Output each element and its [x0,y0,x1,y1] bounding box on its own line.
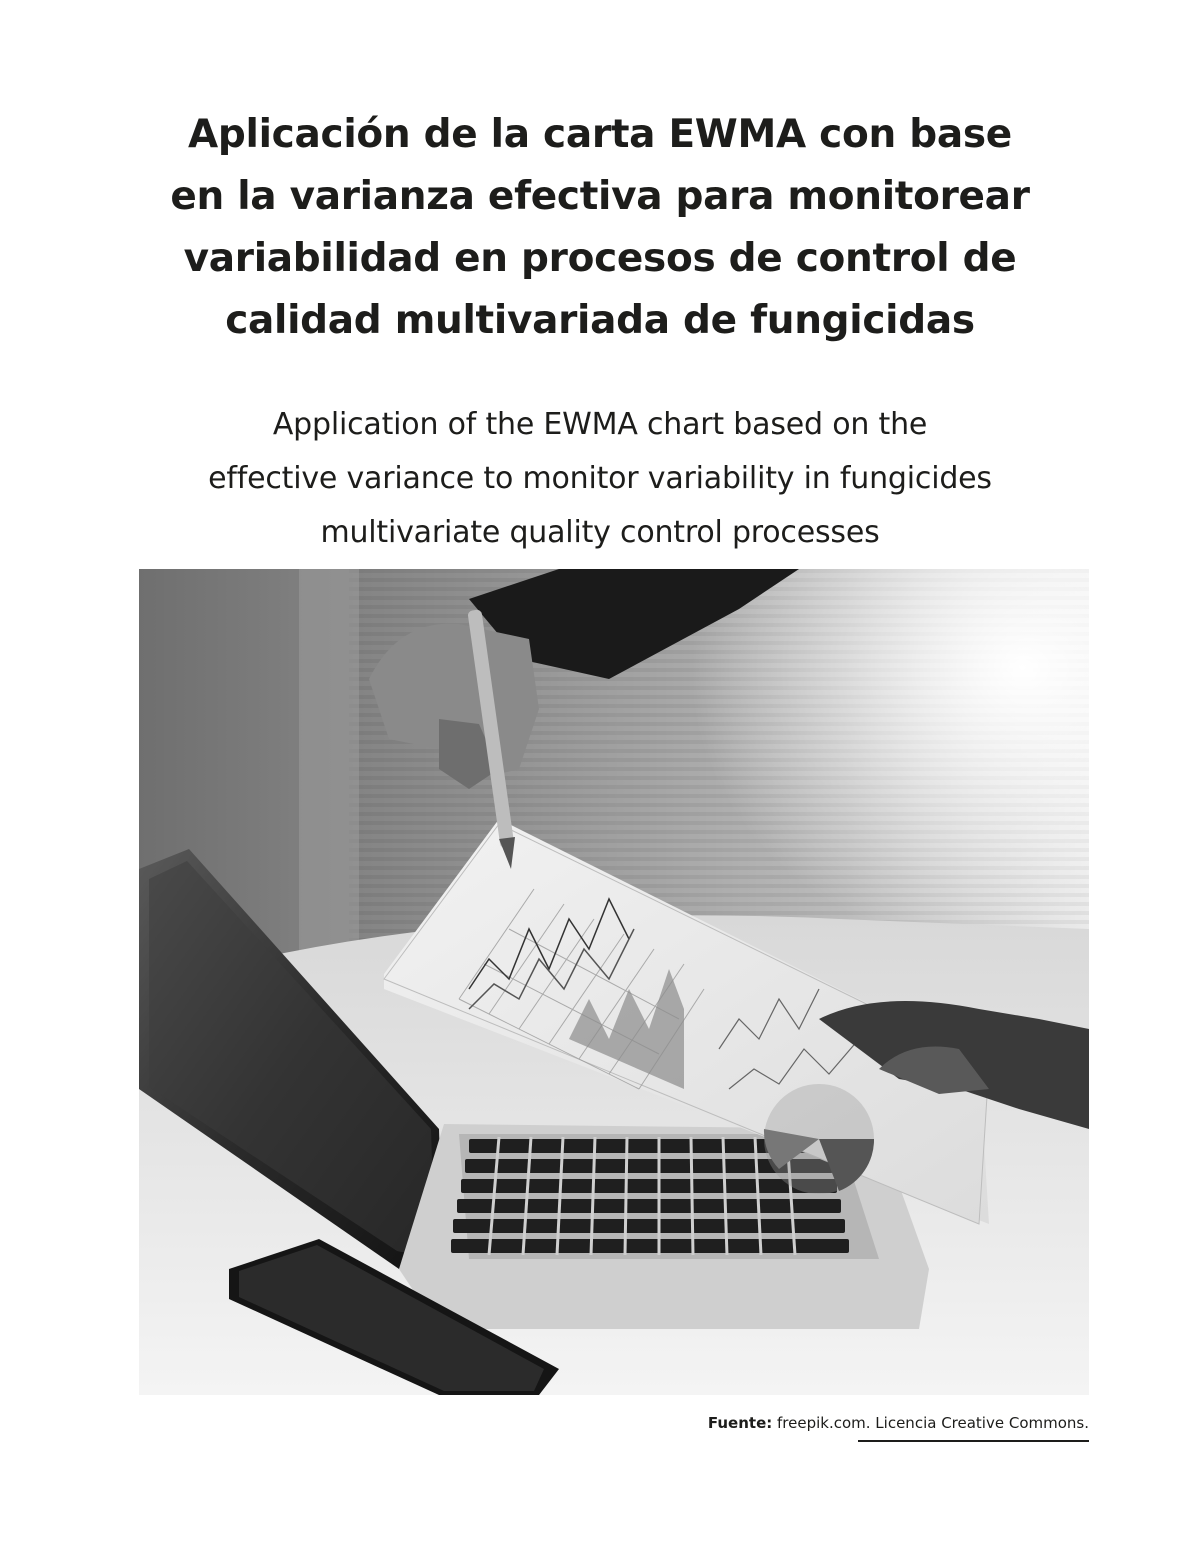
source-rule [858,1440,1089,1442]
spanish-title-line: variabilidad en procesos de control de [183,236,1017,281]
source-text: freepik.com. Licencia Creative Commons. [772,1414,1089,1432]
figure-source [708,1414,1089,1432]
spanish-title-line: en la varianza efectiva para monitorear [170,174,1030,219]
english-title-line: multivariate quality control processes [320,515,880,550]
english-title-line: Application of the EWMA chart based on the [272,407,928,442]
spanish-title-line: calidad multivariada de fungicidas [225,298,975,343]
english-title-line: effective variance to monitor variability in fungicides [208,461,992,496]
source-label: Fuente: [707,1414,773,1432]
business-analysis-photo [139,569,1089,1395]
cover-photo [139,569,1089,1395]
spanish-title [100,104,1100,352]
english-title [100,398,1100,560]
spanish-title-line: Aplicación de la carta EWMA con base [188,112,1012,157]
